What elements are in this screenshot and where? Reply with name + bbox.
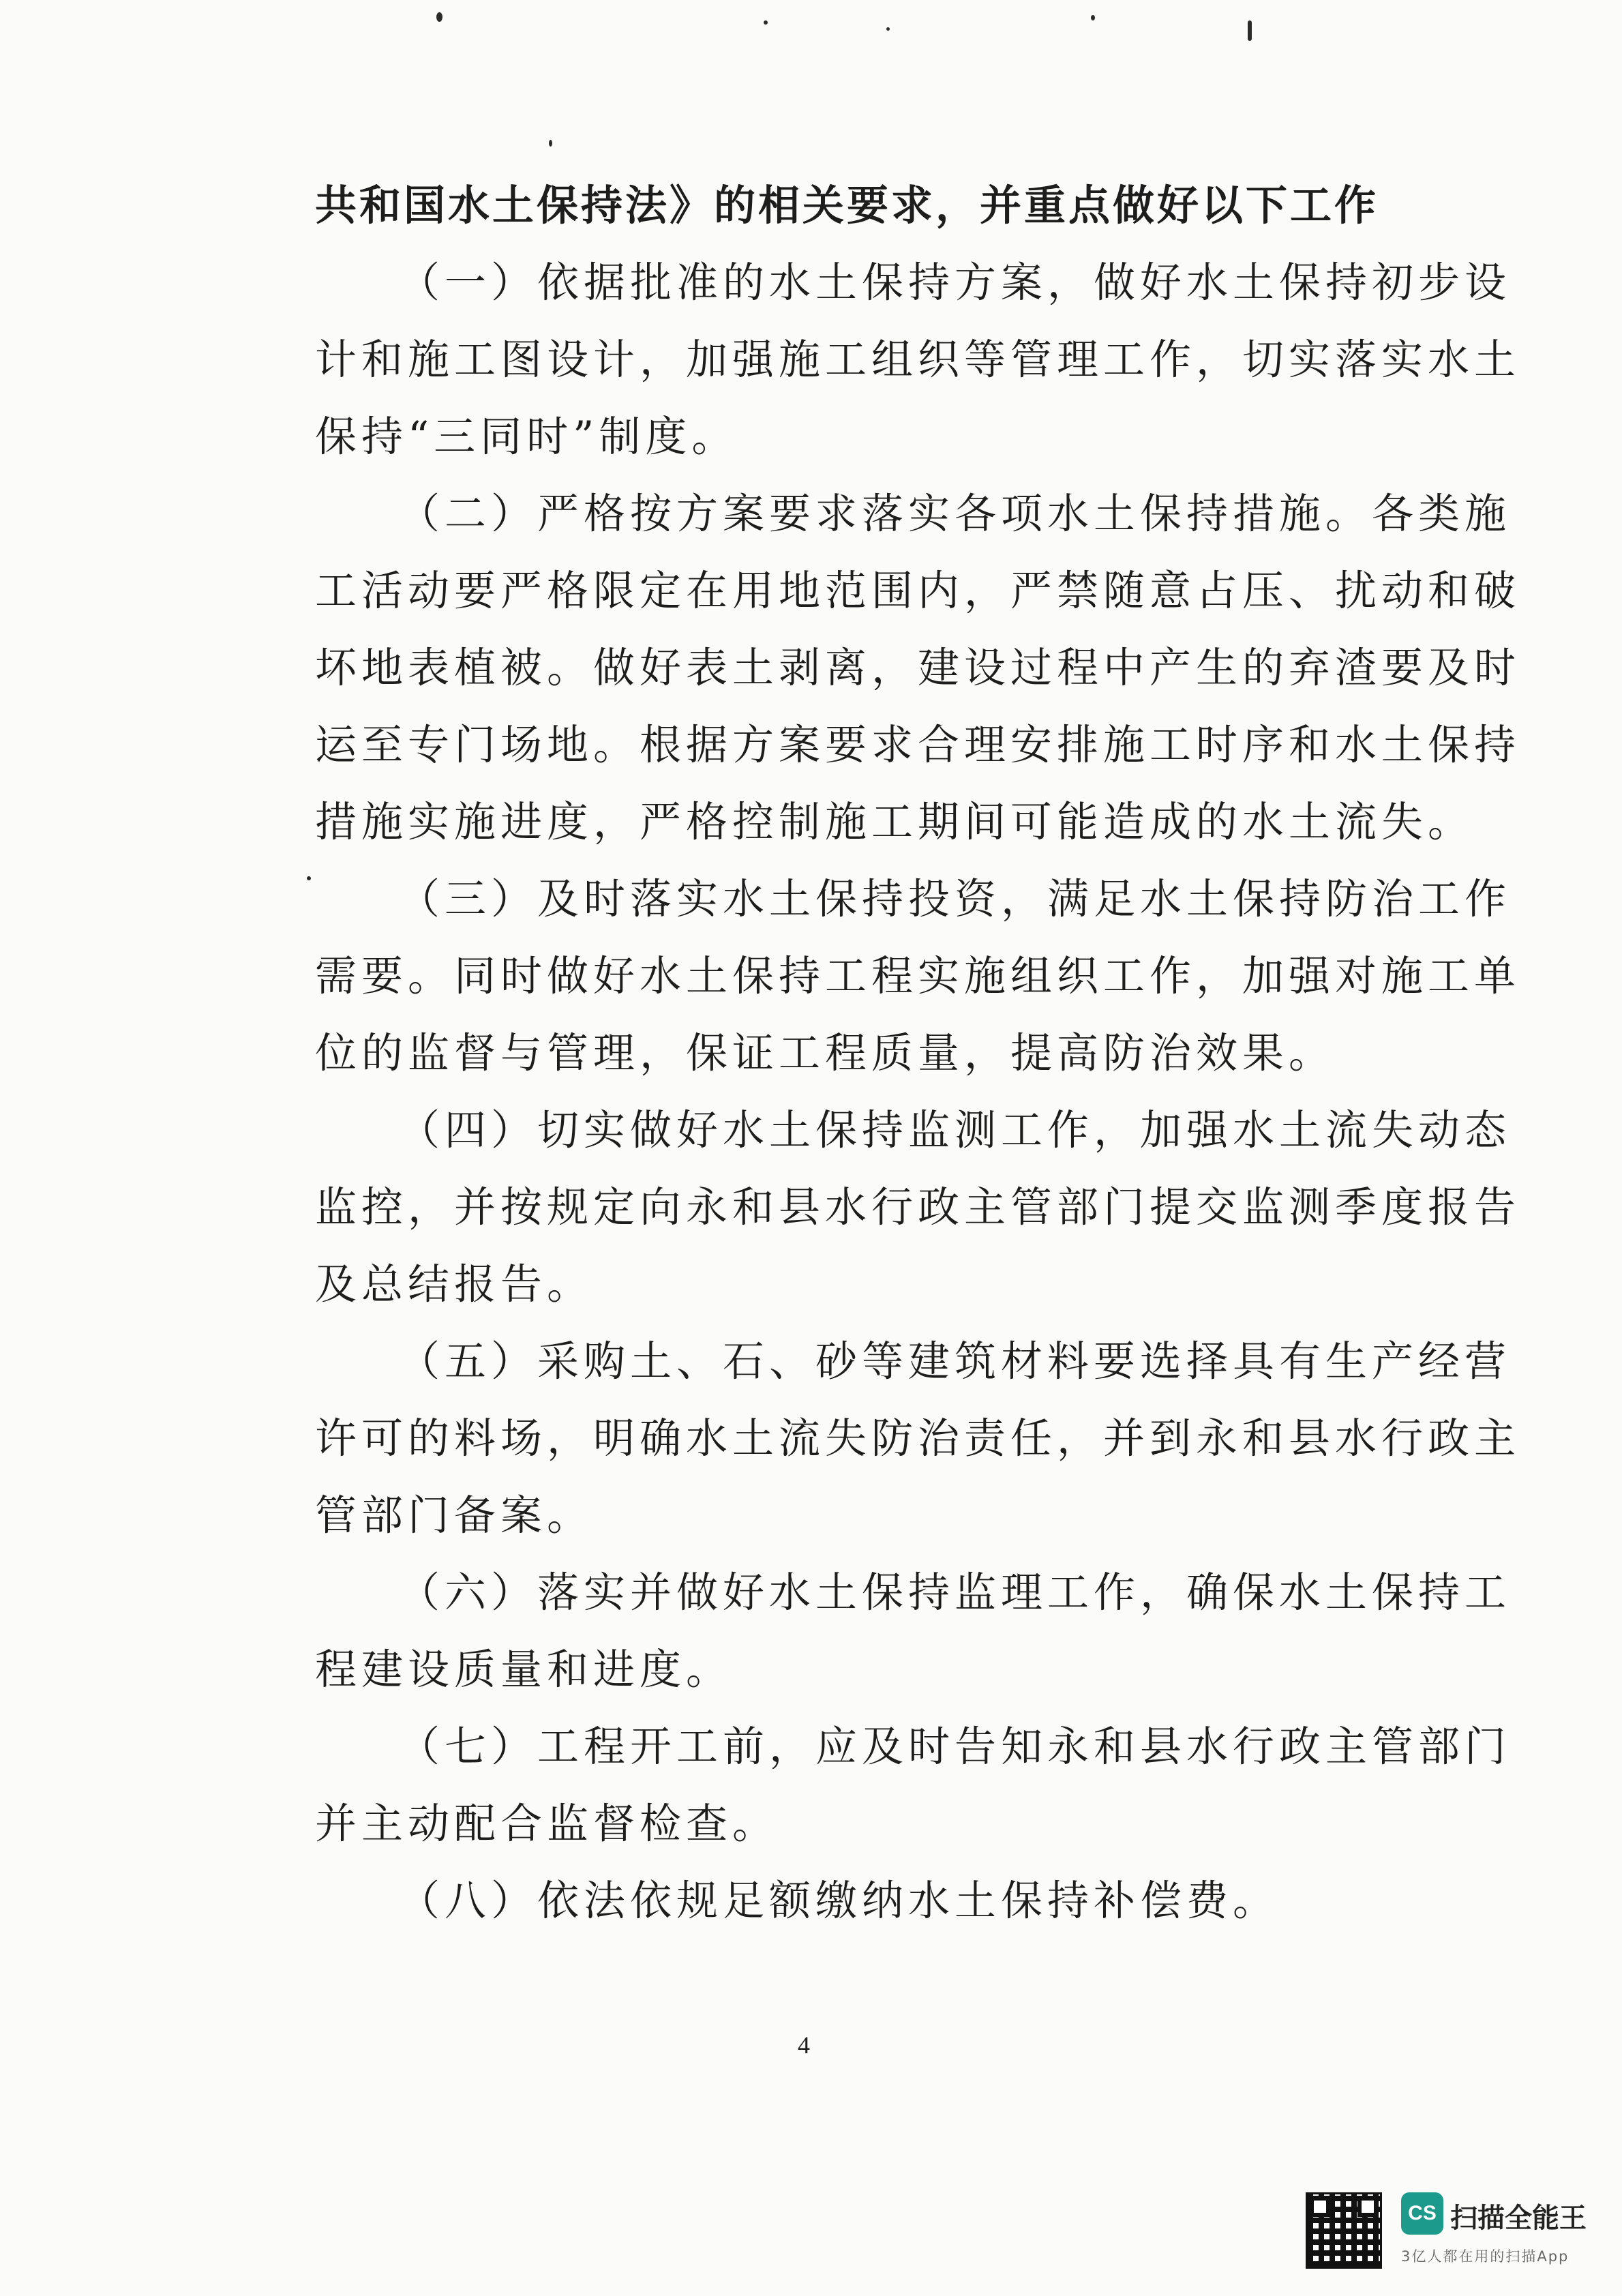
paragraph-line: （二）严格按方案要求落实各项水土保持措施。各类施 (398, 490, 1512, 538)
scan-speck (886, 27, 890, 31)
paragraph-line: 计和施工图设计，加强施工组织等管理工作，切实落实水土 (315, 336, 1521, 384)
page-number: 4 (798, 2031, 810, 2059)
scanner-watermark (1306, 2192, 1592, 2274)
paragraph-line: （四）切实做好水土保持监测工作，加强水土流失动态 (398, 1106, 1512, 1154)
paragraph-line: 运至专门场地。根据方案要求合理安排施工时序和水土保持 (315, 721, 1521, 769)
camscanner-logo-icon: CS (1401, 2192, 1443, 2235)
paragraph-line: 位的监督与管理，保证工程质量，提高防治效果。 (315, 1029, 1336, 1077)
watermark-tagline: 3亿人都在用的扫描App (1401, 2248, 1570, 2265)
paragraph-line: 工活动要严格限定在用地范围内，严禁随意占压、扰动和破 (315, 567, 1521, 615)
paragraph-line: （六）落实并做好水土保持监理工作，确保水土保持工 (398, 1568, 1512, 1617)
paragraph-line: （三）及时落实水土保持投资，满足水土保持防治工作 (398, 875, 1512, 923)
paragraph-line: 管部门备案。 (315, 1491, 594, 1540)
paragraph-line: （七）工程开工前，应及时告知永和县水行政主管部门 (398, 1723, 1512, 1771)
paragraph-line: 共和国水土保持法》的相关要求，并重点做好以下工作 (315, 181, 1379, 230)
paragraph-line: 监控，并按规定向永和县水行政主管部门提交监测季度报告 (315, 1183, 1521, 1232)
paragraph-line: （五）采购土、石、砂等建筑材料要选择具有生产经营 (398, 1337, 1512, 1386)
scan-speck (436, 12, 442, 22)
scan-speck (1091, 15, 1095, 20)
paragraph-line: 并主动配合监督检查。 (315, 1800, 779, 1848)
paragraph-line: 需要。同时做好水土保持工程实施组织工作，加强对施工单 (315, 952, 1521, 1000)
paragraph-line: （八）依法依规足额缴纳水土保持补偿费。 (398, 1877, 1280, 1925)
paragraph-line: 及总结报告。 (315, 1260, 594, 1309)
paragraph-line: 程建设质量和进度。 (315, 1645, 733, 1694)
paragraph-line: 坏地表植被。做好表土剥离，建设过程中产生的弃渣要及时 (315, 644, 1521, 692)
paragraph-line: 许可的料场，明确水土流失防治责任，并到永和县水行政主 (315, 1414, 1521, 1463)
scan-speck (307, 876, 311, 880)
paragraph-line: 措施实施进度，严格控制施工期间可能造成的水土流失。 (315, 798, 1475, 846)
scan-speck (549, 140, 552, 147)
paragraph-line: （一）依据批准的水土保持方案，做好水土保持初步设 (398, 258, 1512, 307)
document-body (315, 167, 1521, 1939)
watermark-app-name: 扫描全能王 (1450, 2203, 1587, 2234)
paragraph-line: 保持“三同时”制度。 (315, 413, 738, 461)
scan-speck (1248, 20, 1252, 41)
scan-speck (764, 20, 768, 25)
qr-code-icon (1306, 2192, 1382, 2269)
